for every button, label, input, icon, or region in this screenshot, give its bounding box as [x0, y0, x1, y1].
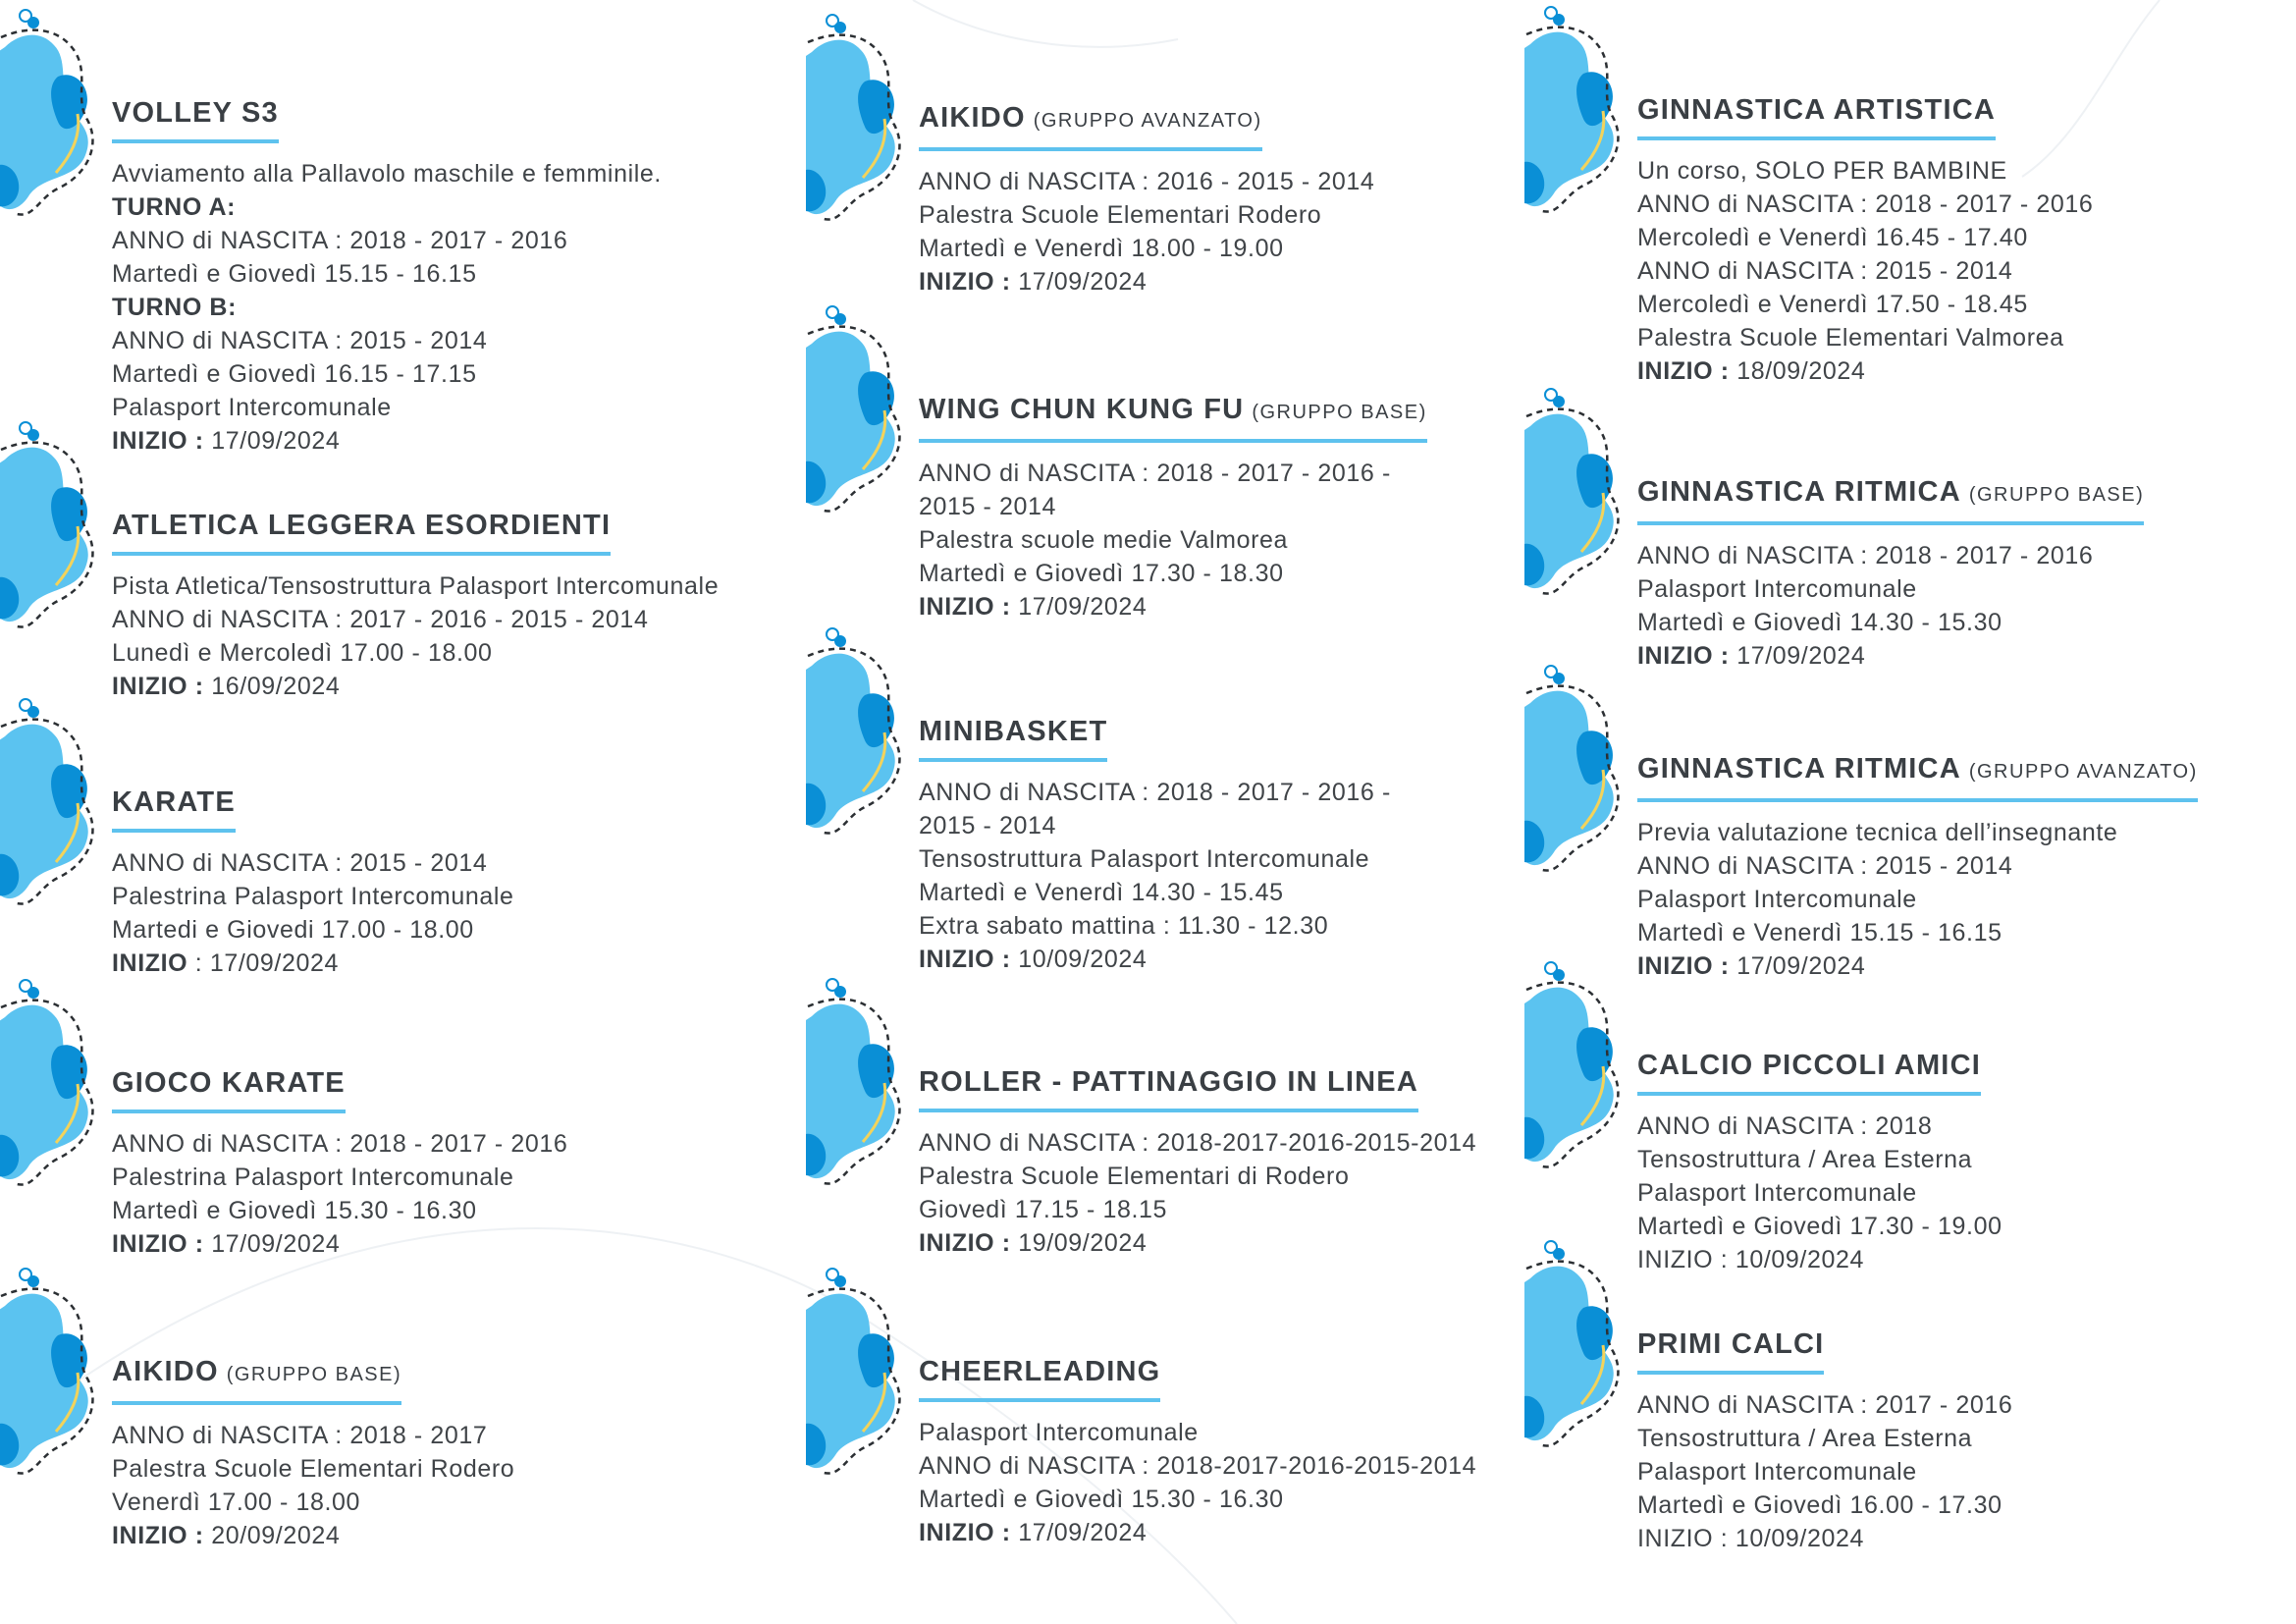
blob-decoration — [1524, 387, 1623, 593]
detail-text: ANNO di NASCITA : 2017 - 2016 - 2015 - 2014 — [112, 606, 649, 633]
detail-text: INIZIO : 10/09/2024 — [1637, 1246, 1864, 1273]
detail-label: INIZIO : — [919, 593, 1011, 621]
activity-subtitle: (GRUPPO BASE) — [226, 1364, 402, 1385]
detail-text: Martedi e Giovedi 17.00 - 18.00 — [112, 916, 474, 944]
activity-card-karate — [112, 785, 514, 980]
activity-title — [919, 101, 1262, 151]
detail-line — [112, 424, 662, 458]
detail-line — [919, 1516, 1476, 1549]
detail-line — [112, 1161, 567, 1194]
detail-line — [1637, 1522, 2012, 1555]
detail-text: Palestra Scuole Elementari Valmorea — [1637, 324, 2064, 352]
activity-title-text: ROLLER - PATTINAGGIO IN LINEA — [919, 1066, 1418, 1098]
detail-line — [112, 636, 719, 670]
detail-text: Palasport Intercomunale — [1637, 886, 1917, 913]
detail-text: Tensostruttura / Area Esterna — [1637, 1425, 1973, 1452]
activity-title — [919, 1355, 1160, 1402]
detail-text: Martedì e Giovedì 17.30 - 18.30 — [919, 560, 1284, 587]
detail-line — [112, 880, 514, 913]
detail-text: Palestra Scuole Elementari di Rodero — [919, 1163, 1350, 1190]
detail-text: Un corso, SOLO PER BAMBINE — [1637, 157, 2007, 185]
detail-text: ANNO di NASCITA : 2018 - 2017 - 2016 — [1637, 542, 2094, 569]
detail-text: Palasport Intercomunale — [1637, 575, 1917, 603]
detail-text: Tensostruttura Palasport Intercomunale — [919, 845, 1370, 873]
activity-title-text: GINNASTICA RITMICA — [1637, 753, 1961, 785]
detail-text: Palestra scuole medie Valmorea — [919, 526, 1289, 554]
detail-line — [1637, 572, 2144, 606]
detail-text: 17/09/2024 — [211, 1230, 341, 1258]
activity-title-text: KARATE — [112, 786, 236, 818]
activity-title-text: CHEERLEADING — [919, 1356, 1161, 1387]
detail-label: TURNO A: — [112, 193, 237, 221]
detail-line — [919, 1160, 1476, 1193]
detail-label: INIZIO : — [919, 1229, 1011, 1257]
detail-text: ANNO di NASCITA : 2018 - 2017 - 2016 — [1637, 190, 2094, 218]
detail-line — [112, 291, 662, 324]
activity-title-text: AIKIDO — [919, 102, 1026, 134]
detail-line — [919, 943, 1391, 976]
detail-line — [1637, 1110, 2002, 1143]
activity-title-text: PRIMI CALCI — [1637, 1328, 1825, 1360]
detail-line — [1637, 354, 2093, 388]
detail-line — [1637, 1489, 2012, 1522]
detail-line — [919, 523, 1427, 557]
detail-line — [1637, 154, 2093, 188]
detail-text: Lunedì e Mercoledì 17.00 - 18.00 — [112, 639, 493, 667]
blob-decoration — [806, 1267, 904, 1473]
activity-title — [112, 1355, 401, 1405]
detail-text: Palasport Intercomunale — [919, 1419, 1199, 1446]
activity-subtitle: (GRUPPO BASE) — [1968, 484, 2145, 506]
detail-text: ANNO di NASCITA : 2018 - 2017 - 2016 — [112, 1130, 568, 1158]
detail-text: ANNO di NASCITA : 2018 - 2017 — [112, 1422, 488, 1449]
detail-text: Martedì e Giovedì 15.30 - 16.30 — [112, 1197, 477, 1224]
blob-decoration — [806, 977, 904, 1183]
activity-title-text: ATLETICA LEGGERA ESORDIENTI — [112, 510, 612, 541]
activity-card-atletica-leggera-esordienti — [112, 509, 719, 703]
activity-details — [1637, 816, 2198, 983]
detail-text: Palasport Intercomunale — [1637, 1458, 1917, 1486]
detail-line — [1637, 1243, 2002, 1276]
detail-text: Martedì e Venerdì 14.30 - 15.45 — [919, 879, 1284, 906]
activity-title-text: CALCIO PICCOLI AMICI — [1637, 1050, 1981, 1081]
detail-text: Martedì e Giovedì 14.30 - 15.30 — [1637, 609, 2002, 636]
detail-line — [1637, 1422, 2012, 1455]
detail-text: ANNO di NASCITA : 2015 - 2014 — [1637, 852, 2013, 880]
detail-text: INIZIO : 10/09/2024 — [1637, 1525, 1864, 1552]
activity-card-wing-chun-kung-fu — [919, 393, 1427, 623]
detail-line — [112, 846, 514, 880]
detail-line — [919, 165, 1374, 198]
detail-text: Tensostruttura / Area Esterna — [1637, 1146, 1973, 1173]
detail-line — [919, 776, 1391, 809]
detail-line — [1637, 606, 2144, 639]
activity-title-text: MINIBASKET — [919, 716, 1108, 747]
detail-text: Giovedì 17.15 - 18.15 — [919, 1196, 1168, 1223]
detail-line — [919, 1483, 1476, 1516]
activity-title — [919, 393, 1427, 443]
blob-decoration — [806, 13, 904, 219]
detail-label: INIZIO : — [112, 427, 204, 455]
detail-text: 2015 - 2014 — [919, 493, 1057, 520]
activity-card-calcio-piccoli-amici — [1637, 1049, 2002, 1276]
activity-subtitle: (GRUPPO AVANZATO) — [1968, 761, 2198, 783]
detail-text: 17/09/2024 — [1018, 268, 1148, 296]
detail-text: ANNO di NASCITA : 2017 - 2016 — [1637, 1391, 2013, 1419]
blob-decoration — [0, 1267, 97, 1473]
blob-decoration — [1524, 664, 1623, 870]
activity-card-volley-s3 — [112, 96, 662, 458]
activity-details — [112, 157, 662, 458]
detail-line — [1637, 1176, 2002, 1210]
activity-card-ginnastica-ritmica — [1637, 475, 2144, 673]
detail-label: INIZIO : — [919, 946, 1011, 973]
blob-decoration — [806, 626, 904, 833]
detail-line — [1637, 916, 2198, 949]
detail-text: 2015 - 2014 — [919, 812, 1057, 839]
detail-text: Extra sabato mattina : 11.30 - 12.30 — [919, 912, 1329, 940]
activity-title-text: VOLLEY S3 — [112, 97, 279, 129]
detail-text: Avviamento alla Pallavolo maschile e femminile. — [112, 160, 662, 188]
detail-text: 10/09/2024 — [1018, 946, 1148, 973]
detail-text: Palestrina Palasport Intercomunale — [112, 883, 514, 910]
blob-decoration — [0, 420, 97, 626]
detail-line — [112, 1227, 567, 1261]
detail-line — [919, 1449, 1476, 1483]
detail-label: TURNO B: — [112, 294, 238, 321]
detail-label: INIZIO — [112, 949, 188, 977]
detail-line — [919, 265, 1374, 298]
detail-text: Palestra Scuole Elementari Rodero — [919, 201, 1322, 229]
detail-text: ANNO di NASCITA : 2015 - 2014 — [112, 327, 488, 354]
detail-text: 17/09/2024 — [1018, 1519, 1148, 1546]
activity-details — [919, 776, 1391, 976]
detail-line — [112, 1486, 514, 1519]
detail-text: Mercoledì e Venerdì 17.50 - 18.45 — [1637, 291, 2028, 318]
activity-card-minibasket — [919, 715, 1391, 976]
detail-line — [112, 257, 662, 291]
detail-line — [1637, 949, 2198, 983]
detail-text: 18/09/2024 — [1736, 357, 1866, 385]
activity-subtitle: (GRUPPO BASE) — [1252, 402, 1427, 423]
activity-card-ginnastica-ritmica — [1637, 752, 2198, 983]
detail-label: INIZIO : — [1637, 357, 1730, 385]
detail-line — [112, 391, 662, 424]
activity-card-ginnastica-artistica — [1637, 93, 2093, 388]
activity-details — [1637, 154, 2093, 388]
detail-line — [112, 324, 662, 357]
detail-text: Martedì e Giovedì 15.15 - 16.15 — [112, 260, 477, 288]
detail-line — [112, 947, 514, 980]
detail-line — [919, 1126, 1476, 1160]
detail-text: ANNO di NASCITA : 2018 - 2017 - 2016 - — [919, 779, 1391, 806]
detail-label: INIZIO : — [112, 1230, 204, 1258]
activity-title — [1637, 752, 2198, 802]
detail-text: Pista Atletica/Tensostruttura Palasport Intercomunale — [112, 572, 720, 600]
detail-text: Martedì e Giovedì 16.00 - 17.30 — [1637, 1491, 2002, 1519]
detail-label: INIZIO : — [112, 673, 204, 700]
detail-line — [1637, 883, 2198, 916]
detail-text: 17/09/2024 — [211, 427, 341, 455]
detail-line — [1637, 816, 2198, 849]
detail-line — [112, 569, 719, 603]
detail-label: INIZIO : — [112, 1522, 204, 1549]
detail-line — [1637, 188, 2093, 221]
detail-text: Martedì e Giovedì 16.15 - 17.15 — [112, 360, 477, 388]
activity-title-text: GINNASTICA ARTISTICA — [1637, 94, 1997, 126]
detail-line — [919, 490, 1427, 523]
detail-line — [919, 1193, 1476, 1226]
detail-label: INIZIO : — [919, 268, 1011, 296]
detail-line — [112, 157, 662, 190]
detail-line — [919, 876, 1391, 909]
detail-text: 17/09/2024 — [1736, 642, 1866, 670]
activity-details — [919, 1416, 1476, 1549]
activity-details — [112, 569, 719, 703]
detail-line — [919, 1416, 1476, 1449]
detail-text: Venerdì 17.00 - 18.00 — [112, 1489, 361, 1516]
detail-line — [919, 457, 1427, 490]
detail-text: Martedì e Giovedì 15.30 - 16.30 — [919, 1486, 1284, 1513]
activity-details — [1637, 1110, 2002, 1276]
activity-title — [919, 715, 1107, 762]
detail-text: Martedì e Venerdì 18.00 - 19.00 — [919, 235, 1284, 262]
detail-line — [919, 842, 1391, 876]
detail-text: ANNO di NASCITA : 2018 — [1637, 1112, 1933, 1140]
activity-card-roller-pattinaggio-in-linea — [919, 1065, 1476, 1260]
detail-text: Martedì e Giovedì 17.30 - 19.00 — [1637, 1213, 2002, 1240]
detail-label: INIZIO : — [919, 1519, 1011, 1546]
detail-text: 20/09/2024 — [211, 1522, 341, 1549]
detail-line — [112, 670, 719, 703]
detail-line — [1637, 1388, 2012, 1422]
detail-text: ANNO di NASCITA : 2018-2017-2016-2015-2014 — [919, 1452, 1477, 1480]
detail-line — [112, 224, 662, 257]
detail-line — [1637, 321, 2093, 354]
detail-text: 16/09/2024 — [211, 673, 341, 700]
detail-line — [112, 913, 514, 947]
detail-text: ANNO di NASCITA : 2015 - 2014 — [1637, 257, 2013, 285]
detail-line — [1637, 1455, 2012, 1489]
activity-card-gioco-karate — [112, 1066, 567, 1261]
detail-line — [1637, 254, 2093, 288]
activity-details — [919, 1126, 1476, 1260]
activity-details — [1637, 1388, 2012, 1555]
activity-details — [1637, 539, 2144, 673]
activity-title — [112, 785, 236, 833]
activity-title — [1637, 1327, 1824, 1375]
detail-line — [1637, 221, 2093, 254]
activity-title — [112, 509, 611, 556]
detail-line — [1637, 639, 2144, 673]
detail-line — [1637, 539, 2144, 572]
activity-title — [112, 96, 279, 143]
activity-card-primi-calci — [1637, 1327, 2012, 1555]
detail-line — [112, 1419, 514, 1452]
detail-text: : 17/09/2024 — [194, 949, 339, 977]
activity-card-aikido — [919, 101, 1374, 298]
activity-details — [112, 1419, 514, 1552]
activity-title-text: GIOCO KARATE — [112, 1067, 346, 1099]
detail-line — [919, 809, 1391, 842]
activity-title — [919, 1065, 1418, 1112]
blob-decoration — [1524, 1239, 1623, 1445]
blob-decoration — [0, 697, 97, 903]
detail-line — [919, 1226, 1476, 1260]
blob-decoration — [806, 304, 904, 511]
detail-text: Mercoledì e Venerdì 16.45 - 17.40 — [1637, 224, 2028, 251]
detail-label: INIZIO : — [1637, 952, 1730, 980]
detail-text: ANNO di NASCITA : 2018-2017-2016-2015-2014 — [919, 1129, 1477, 1157]
activity-details — [919, 457, 1427, 623]
activity-title — [1637, 475, 2144, 525]
detail-text: ANNO di NASCITA : 2018 - 2017 - 2016 - — [919, 460, 1391, 487]
detail-line — [919, 590, 1427, 623]
activity-details — [919, 165, 1374, 298]
blob-decoration — [1524, 960, 1623, 1166]
detail-text: Palestrina Palasport Intercomunale — [112, 1164, 514, 1191]
detail-line — [112, 1519, 514, 1552]
detail-text: Palestra Scuole Elementari Rodero — [112, 1455, 515, 1483]
detail-line — [919, 198, 1374, 232]
detail-line — [1637, 849, 2198, 883]
activity-details — [112, 1127, 567, 1261]
detail-text: ANNO di NASCITA : 2016 - 2015 - 2014 — [919, 168, 1375, 195]
detail-label: INIZIO : — [1637, 642, 1730, 670]
activity-title-text: GINNASTICA RITMICA — [1637, 476, 1961, 508]
detail-line — [1637, 1210, 2002, 1243]
detail-text: Palasport Intercomunale — [112, 394, 392, 421]
detail-text: ANNO di NASCITA : 2018 - 2017 - 2016 — [112, 227, 568, 254]
detail-line — [112, 190, 662, 224]
detail-line — [112, 357, 662, 391]
activity-title-text: WING CHUN KUNG FU — [919, 394, 1245, 425]
detail-line — [1637, 288, 2093, 321]
activity-title — [1637, 1049, 1981, 1096]
detail-text: 17/09/2024 — [1736, 952, 1866, 980]
detail-line — [919, 909, 1391, 943]
detail-line — [112, 603, 719, 636]
activity-title-text: AIKIDO — [112, 1356, 219, 1387]
blob-decoration — [0, 8, 97, 214]
activity-subtitle: (GRUPPO AVANZATO) — [1033, 110, 1262, 132]
blob-decoration — [0, 978, 97, 1184]
detail-text: Palasport Intercomunale — [1637, 1179, 1917, 1207]
detail-line — [919, 232, 1374, 265]
detail-line — [112, 1452, 514, 1486]
detail-text: ANNO di NASCITA : 2015 - 2014 — [112, 849, 488, 877]
detail-line — [919, 557, 1427, 590]
detail-text: 19/09/2024 — [1018, 1229, 1148, 1257]
detail-line — [112, 1127, 567, 1161]
activity-title — [112, 1066, 346, 1113]
activity-card-cheerleading — [919, 1355, 1476, 1549]
detail-text: Martedì e Venerdì 15.15 - 16.15 — [1637, 919, 2002, 947]
detail-text: Previa valutazione tecnica dell’insegnante — [1637, 819, 2118, 846]
detail-text: 17/09/2024 — [1018, 593, 1148, 621]
activity-title — [1637, 93, 1996, 140]
detail-line — [112, 1194, 567, 1227]
detail-line — [1637, 1143, 2002, 1176]
activity-details — [112, 846, 514, 980]
activity-card-aikido — [112, 1355, 514, 1552]
blob-decoration — [1524, 5, 1623, 211]
